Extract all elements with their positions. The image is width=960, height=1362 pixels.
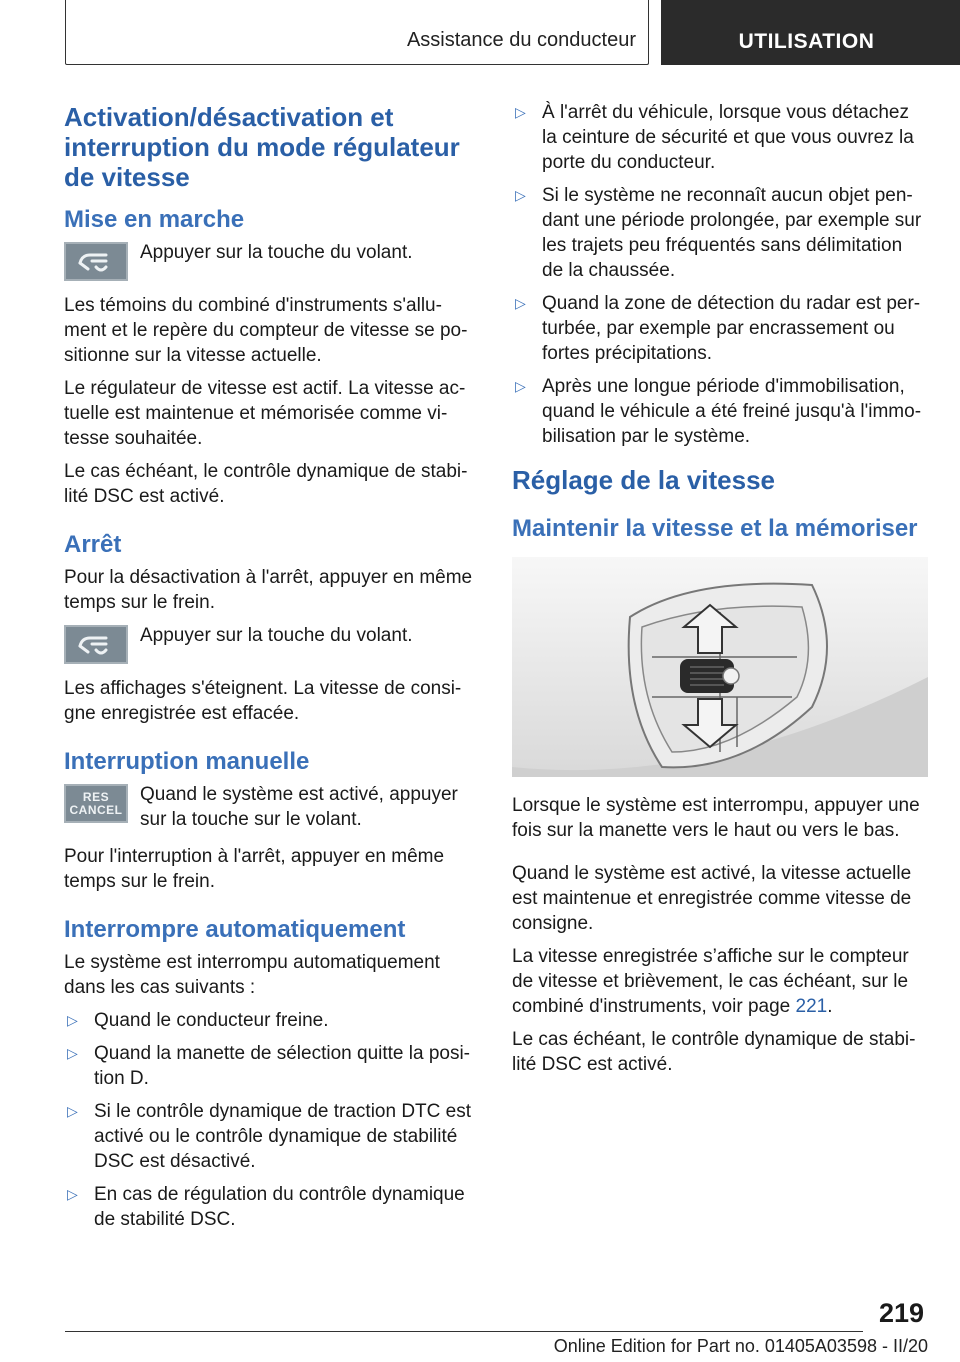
list-item: ▷ Quand la zone de détection du radar est per-turbée, par exemple par encrassement ou fortes précipitations. <box>515 293 921 364</box>
list-item: ▷ Quand le conducteur freine. <box>67 1010 329 1031</box>
cruise-control-button-icon <box>64 242 128 281</box>
list-item: ▷ Après une longue période d'immobilisation, quand le véhicule a été freiné jusqu'à l'immo-bilisation par le système. <box>515 376 922 447</box>
header-chapter-tab: UTILISATION <box>661 0 960 65</box>
list-item: ▷ Si le système ne reconnaît aucun objet pen-dant une période prolongée, par exemple sur les trajets peu fréquentés sans délimitation de la chaussée. <box>515 185 922 281</box>
res-cancel-button-icon <box>64 784 128 823</box>
paragraph: Pour l'interruption à l'arrêt, appuyer en même temps sur le frein. <box>64 846 445 892</box>
cancel-label: CANCEL <box>69 802 123 817</box>
paragraph: Lorsque le système est interrompu, appuyer une fois sur la manette vers le haut ou vers le bas. <box>512 795 920 841</box>
triangle-bullet-icon: ▷ <box>515 295 526 311</box>
heading-maintenir: Maintenir la vitesse et la mémoriser <box>512 515 918 542</box>
res-label: RES <box>82 789 110 804</box>
icon-instruction-on: Appuyer sur la touche du volant. <box>140 242 413 263</box>
paragraph: Le régulateur de vitesse est actif. La vitesse ac-tuelle est maintenue et mémorisée comme vi-tesse souhaitée. <box>64 378 466 449</box>
paragraph: Le cas échéant, le contrôle dynamique de stabi-lité DSC est activé. <box>64 461 468 507</box>
page-number: 219 <box>878 1298 924 1328</box>
auto-interrupt-list <box>64 1008 476 1232</box>
icon-row-off <box>64 623 476 664</box>
header-section-title: Assistance du conducteur <box>406 29 636 51</box>
auto-interrupt-list-continued <box>512 100 928 449</box>
icon-instruction-off: Appuyer sur la touche du volant. <box>140 625 413 646</box>
triangle-bullet-icon: ▷ <box>67 1103 78 1119</box>
heading-interruption-manuelle: Interruption manuelle <box>64 748 310 775</box>
footer-edition: Online Edition for Part no. 01405A03598 - II/20 <box>553 1336 928 1356</box>
footer-divider <box>65 1331 863 1332</box>
paragraph: Les témoins du combiné d'instruments s'allu-ment et le repère du compteur de vitesse se po-sitionne sur la vitesse actuelle. <box>64 295 468 366</box>
right-column <box>512 100 928 1085</box>
list-item: ▷ Si le contrôle dynamique de traction DTC est activé ou le contrôle dynamique de stabilité DSC est désactivé. <box>67 1101 472 1172</box>
triangle-bullet-icon: ▷ <box>515 104 526 120</box>
section-title-reglage: Réglage de la vitesse <box>512 465 776 495</box>
paragraph-with-page-ref: La vitesse enregistrée s’affiche sur le compteur de vitesse et brièvement, le cas échéant, sur le combiné d'instruments, voir page 221. <box>512 946 909 1017</box>
paragraph: Le système est interrompu automatiquement dans les cas suivants : <box>64 952 440 998</box>
icon-instruction-manual: Quand le système est activé, appuyer sur la touche sur le volant. <box>140 784 458 830</box>
cruise-control-button-icon <box>64 625 128 664</box>
steering-wheel-controls-illustration <box>512 557 928 777</box>
section-title-activation: Activation/désactivation et interruption du mode régulateur de vitesse <box>64 102 460 192</box>
list-item: ▷ À l'arrêt du véhicule, lorsque vous détachez la ceinture de sécurité et que vous ouvrez la porte du conducteur. <box>515 102 914 173</box>
heading-arret: Arrêt <box>64 531 122 558</box>
icon-row-on <box>64 240 476 281</box>
triangle-bullet-icon: ▷ <box>67 1045 78 1061</box>
triangle-bullet-icon: ▷ <box>67 1186 78 1202</box>
triangle-bullet-icon: ▷ <box>515 187 526 203</box>
heading-mise-en-marche: Mise en marche <box>64 206 245 233</box>
list-item: ▷ Quand la manette de sélection quitte la posi-tion D. <box>67 1043 471 1089</box>
header-box <box>65 0 649 65</box>
paragraph: Le cas échéant, le contrôle dynamique de stabi-lité DSC est activé. <box>512 1029 916 1075</box>
triangle-bullet-icon: ▷ <box>67 1012 78 1028</box>
heading-interrompre-auto: Interrompre automatiquement <box>64 916 406 943</box>
paragraph: Les affichages s'éteignent. La vitesse de consi-gne enregistrée est effacée. <box>64 678 462 724</box>
paragraph: Quand le système est activé, la vitesse actuelle est maintenue et enregistrée comme vitesse de consigne. <box>512 863 912 934</box>
list-item: ▷ En cas de régulation du contrôle dynamique de stabilité DSC. <box>67 1184 465 1230</box>
page-reference-link[interactable]: 221 <box>795 996 828 1017</box>
icon-row-manual <box>64 782 476 832</box>
triangle-bullet-icon: ▷ <box>515 378 526 394</box>
left-column <box>64 100 476 1240</box>
paragraph: Pour la désactivation à l'arrêt, appuyer en même temps sur le frein. <box>64 567 473 613</box>
